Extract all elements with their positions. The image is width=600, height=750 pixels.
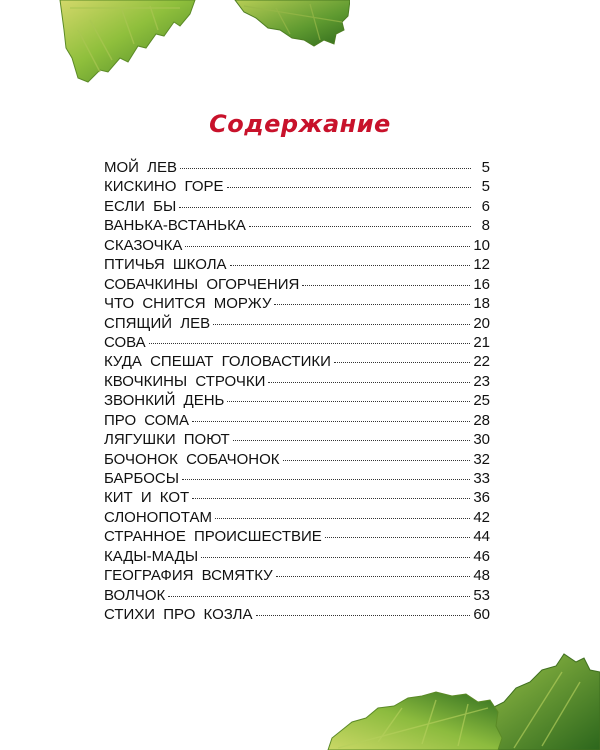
leaf-illustration-top	[30, 0, 350, 100]
toc-entry	[104, 547, 490, 566]
toc-entry-page-number: 23	[473, 372, 490, 390]
toc-entry-title: ВОЛЧОК	[104, 586, 166, 604]
toc-entry-title: ЛЯГУШКИ ПОЮТ	[104, 431, 230, 449]
toc-entry-page-number: 36	[473, 489, 490, 507]
toc-dot-leader	[233, 440, 471, 441]
toc-entry-page-number: 20	[473, 314, 490, 332]
toc-dot-leader	[325, 537, 471, 538]
toc-entry-title: БАРБОСЫ	[104, 470, 179, 487]
toc-entry-title: КУДА СПЕШАТ ГОЛОВАСТИКИ	[104, 353, 331, 371]
toc-dot-leader	[230, 265, 471, 266]
toc-entry-page-number: 5	[481, 159, 490, 176]
toc-entry	[104, 508, 490, 527]
toc-entry-page-number: 42	[473, 508, 490, 526]
toc-entry	[104, 566, 490, 585]
toc-entry-page-number: 30	[473, 431, 490, 449]
toc-dot-leader	[179, 207, 471, 208]
toc-dot-leader	[149, 343, 471, 344]
toc-entry	[104, 314, 490, 333]
toc-entry-page-number: 12	[473, 256, 490, 274]
toc-entry	[104, 197, 490, 216]
toc-entry-page-number: 25	[473, 392, 490, 410]
toc-entry-title: ГЕОГРАФИЯ ВСМЯТКУ	[104, 567, 273, 585]
toc-entry-title: СКАЗОЧКА	[104, 236, 183, 254]
toc-dot-leader	[249, 226, 471, 227]
toc-entry-title: ПРО СОМА	[104, 411, 189, 429]
toc-entry	[104, 294, 490, 313]
toc-entry	[104, 450, 490, 469]
toc-dot-leader	[227, 401, 470, 402]
toc-entry-title: ЗВОНКИЙ ДЕНЬ	[104, 392, 225, 410]
toc-dot-leader	[276, 576, 471, 577]
toc-dot-leader	[201, 557, 470, 558]
toc-dot-leader	[182, 479, 470, 480]
toc-entry	[104, 411, 490, 430]
toc-dot-leader	[283, 460, 471, 461]
toc-entry-title: СОБАЧКИНЫ ОГОРЧЕНИЯ	[104, 275, 300, 293]
toc-entry-title: ВАНЬКА-ВСТАНЬКА	[104, 217, 246, 235]
toc-dot-leader	[215, 518, 470, 519]
toc-entry-page-number: 46	[473, 547, 490, 565]
toc-dot-leader	[227, 187, 472, 188]
toc-entry-page-number: 16	[473, 275, 490, 293]
toc-entry-title: ЕСЛИ БЫ	[104, 197, 177, 215]
toc-entry-title: КВОЧКИНЫ СТРОЧКИ	[104, 372, 266, 390]
toc-entry	[104, 430, 490, 449]
page-title: Содержание	[209, 110, 391, 138]
toc-entry	[104, 275, 490, 294]
toc-entry-page-number: 10	[473, 236, 490, 254]
leaf-illustration-bottom	[318, 652, 600, 750]
toc-entry-title: СТИХИ ПРО КОЗЛА	[104, 606, 253, 624]
toc-entry	[104, 216, 490, 235]
toc-entry-title: СЛОНОПОТАМ	[104, 508, 212, 526]
toc-entry-page-number: 32	[473, 450, 490, 468]
toc-dot-leader	[334, 362, 470, 363]
toc-entry	[104, 488, 490, 507]
toc-entry	[104, 391, 490, 410]
toc-entry	[104, 469, 490, 488]
toc-entry	[104, 605, 490, 624]
toc-entry-page-number: 22	[473, 353, 490, 371]
table-of-contents	[104, 158, 490, 625]
toc-dot-leader	[274, 304, 470, 305]
toc-entry-title: КИСКИНО ГОРЕ	[104, 178, 224, 196]
toc-entry	[104, 158, 490, 177]
toc-entry	[104, 333, 490, 352]
toc-entry	[104, 586, 490, 605]
toc-entry-title: КИТ И КОТ	[104, 489, 190, 507]
toc-entry-title: СПЯЩИЙ ЛЕВ	[104, 314, 211, 332]
toc-entry	[104, 177, 490, 196]
toc-entry-title: БОЧОНОК СОБАЧОНОК	[104, 450, 280, 468]
toc-entry	[104, 352, 490, 371]
toc-entry-title: ПТИЧЬЯ ШКОЛА	[104, 256, 227, 274]
toc-entry-page-number: 28	[473, 411, 490, 429]
toc-entry	[104, 372, 490, 391]
toc-entry-title: СОВА	[104, 333, 146, 351]
toc-entry-page-number: 48	[473, 567, 490, 585]
toc-entry-page-number: 44	[473, 528, 490, 546]
toc-dot-leader	[168, 596, 470, 597]
toc-entry-title: МОЙ ЛЕВ	[104, 159, 177, 176]
toc-dot-leader	[192, 421, 470, 422]
toc-dot-leader	[213, 324, 470, 325]
toc-entry-page-number: 21	[473, 333, 490, 351]
toc-dot-leader	[180, 168, 471, 169]
toc-dot-leader	[302, 285, 470, 286]
toc-entry	[104, 255, 490, 274]
toc-entry-page-number: 53	[473, 586, 490, 604]
toc-dot-leader	[268, 382, 470, 383]
toc-entry-page-number: 18	[473, 295, 490, 313]
toc-dot-leader	[256, 615, 471, 616]
toc-entry-page-number: 60	[473, 606, 490, 624]
toc-entry-title: СТРАННОЕ ПРОИСШЕСТВИЕ	[104, 528, 322, 546]
toc-entry	[104, 527, 490, 546]
toc-entry-title: ЧТО СНИТСЯ МОРЖУ	[104, 295, 272, 313]
toc-dot-leader	[185, 246, 470, 247]
toc-entry-title: КАДЫ-МАДЫ	[104, 547, 199, 565]
toc-entry-page-number: 8	[481, 217, 490, 235]
toc-entry	[104, 236, 490, 255]
toc-entry-page-number: 33	[473, 470, 490, 487]
toc-entry-page-number: 5	[481, 178, 490, 196]
toc-dot-leader	[192, 498, 470, 499]
toc-entry-page-number: 6	[481, 197, 490, 215]
